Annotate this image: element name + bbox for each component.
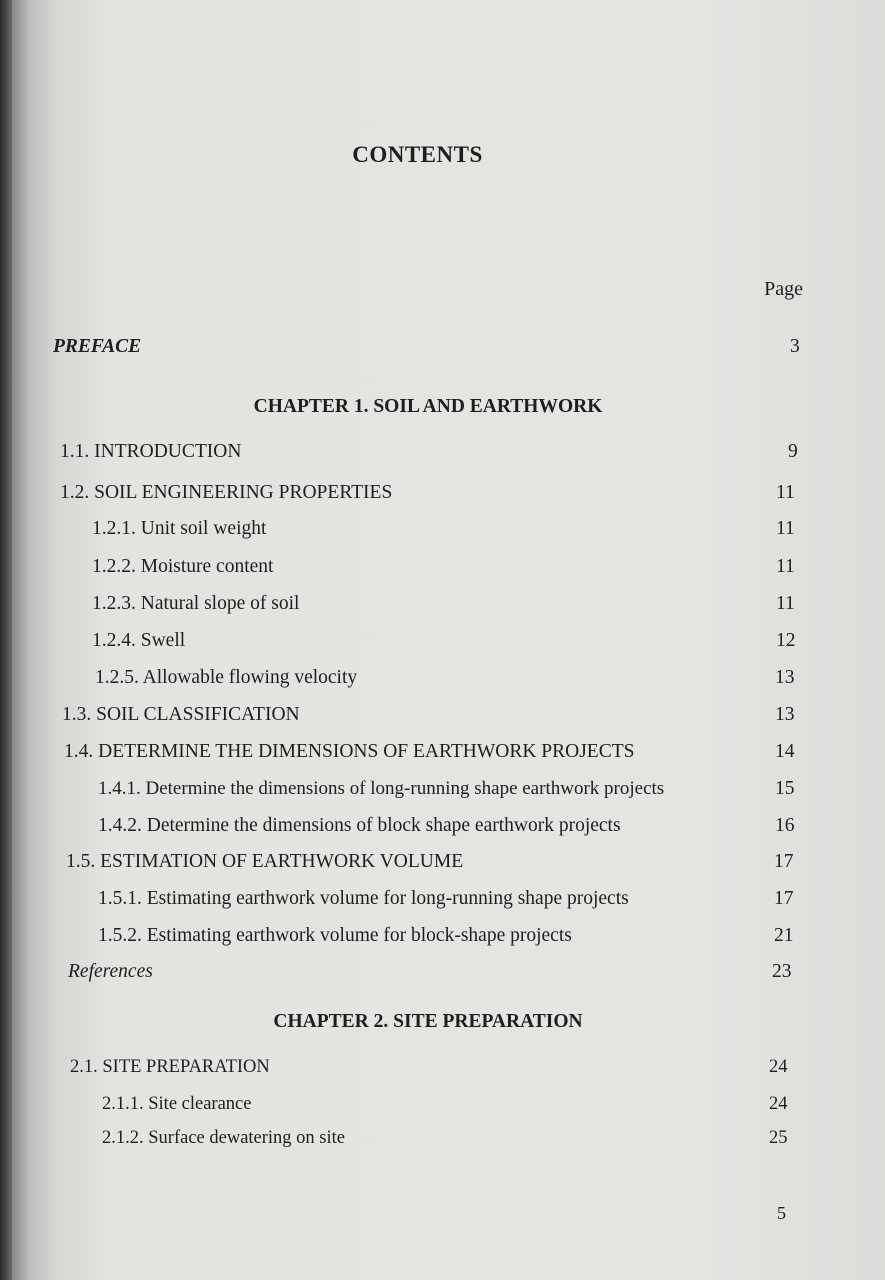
toc-entry-label: 1.5. ESTIMATION OF EARTHWORK VOLUME <box>66 851 464 872</box>
toc-entry-page: 12 <box>776 630 796 651</box>
chapter-heading-1: CHAPTER 1. SOIL AND EARTHWORK <box>253 396 603 417</box>
toc-entry-page: 17 <box>774 888 794 909</box>
toc-entry-label: 2.1. SITE PREPARATION <box>70 1057 270 1077</box>
toc-entry-label: 2.1.1. Site clearance <box>102 1094 252 1114</box>
toc-entry-page: 24 <box>769 1057 788 1077</box>
toc-entry-label: 1.2.4. Swell <box>92 630 186 651</box>
toc-entry-label: 1.4.1. Determine the dimensions of long-running shape earthwork projects <box>98 778 665 799</box>
toc-entry-page: 16 <box>775 815 795 836</box>
toc-entry-page: 21 <box>774 925 794 946</box>
toc-entry-page: 14 <box>775 741 795 762</box>
toc-entry-page: 23 <box>772 961 792 982</box>
toc-entry-label: 1.2.1. Unit soil weight <box>92 518 267 539</box>
toc-entry-label: 1.2.5. Allowable flowing velocity <box>95 667 358 688</box>
toc-entry-label: 1.4. DETERMINE THE DIMENSIONS OF EARTHWORK PROJECTS <box>64 741 635 762</box>
toc-entry-page: 3 <box>790 336 800 357</box>
chapter-heading-2: CHAPTER 2. SITE PREPARATION <box>273 1011 583 1032</box>
toc-entry-page: 11 <box>776 518 795 539</box>
toc-entry-page: 13 <box>775 667 795 688</box>
toc-entry-label: 1.2. SOIL ENGINEERING PROPERTIES <box>60 482 393 503</box>
book-spine-shadow <box>0 0 12 1280</box>
toc-entry-page: 11 <box>776 556 795 577</box>
toc-entry-label: 1.2.3. Natural slope of soil <box>92 593 300 614</box>
toc-entry-page: 11 <box>776 593 795 614</box>
page-column-header: Page <box>764 278 803 300</box>
toc-entry-page: 24 <box>769 1094 788 1114</box>
toc-entry-page: 9 <box>788 441 798 462</box>
toc-entry-label: 1.5.2. Estimating earthwork volume for block-shape projects <box>98 925 572 946</box>
page-title: CONTENTS <box>352 142 483 167</box>
toc-entry-page: 15 <box>775 778 795 799</box>
toc-entry-label: 1.4.2. Determine the dimensions of block shape earthwork projects <box>98 815 621 836</box>
toc-entry-page: 17 <box>774 851 794 872</box>
toc-entry-page: 11 <box>776 482 795 503</box>
page-number: 5 <box>777 1203 786 1223</box>
toc-entry-label: References <box>68 961 153 982</box>
toc-entry-page: 25 <box>769 1128 788 1148</box>
toc-entry-label: 2.1.2. Surface dewatering on site <box>102 1128 345 1148</box>
toc-entry-label: PREFACE <box>53 336 142 357</box>
toc-entry-label: 1.1. INTRODUCTION <box>60 441 242 462</box>
toc-entry-page: 13 <box>775 704 795 725</box>
toc-entry-label: 1.3. SOIL CLASSIFICATION <box>62 704 300 725</box>
toc-entry-label: 1.5.1. Estimating earthwork volume for long-running shape projects <box>98 888 629 909</box>
toc-entry-label: 1.2.2. Moisture content <box>92 556 274 577</box>
